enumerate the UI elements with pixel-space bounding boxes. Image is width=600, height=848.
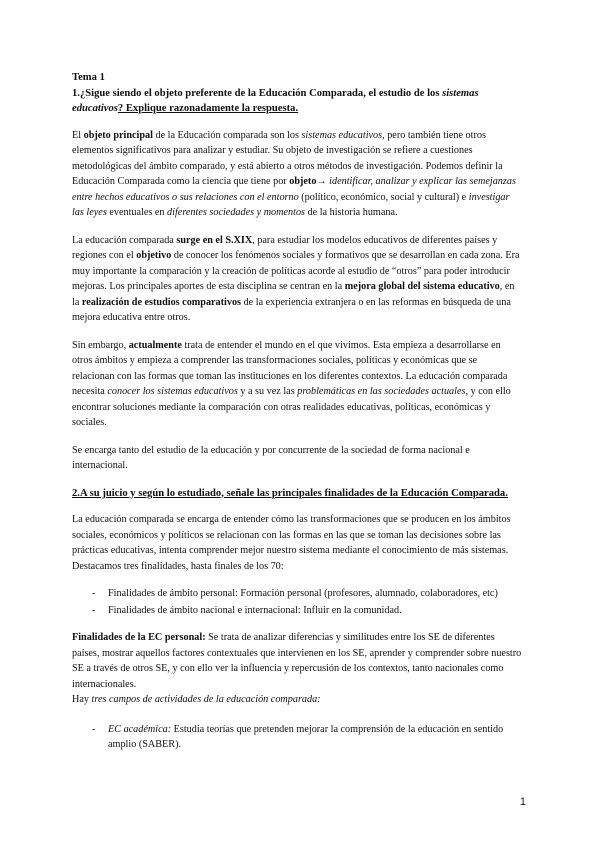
bullet-dash: - bbox=[92, 723, 96, 735]
finalities-list bbox=[72, 586, 522, 618]
bullet-dash: - bbox=[92, 588, 96, 599]
paragraph-6: Finalidades de la EC personal: Se trata de analizar diferencias y similitudes entre los SE de diferentes países, mostrar aquellos factores contextuales que intervienen en los SE, aprender y comprender sobre nuestro SE a través de otros SE, y con ello ver la influencia y repercusión de los contextos, tanto nacionales como internacionales. Hay tres campos de actividades de la educación comparada: bbox=[72, 632, 522, 705]
question-2: 2.A su juicio y según lo estudiado, señale las principales finalidades de la Educación Comparada. bbox=[72, 487, 508, 499]
activity-fields-list bbox=[72, 722, 522, 753]
question-1: 1.¿Sigue siendo el objeto preferente de la Educación Comparada, el estudio de los sistemas educativos? Explique razonadamente la respuesta. bbox=[72, 87, 479, 114]
topic-heading: Tema 1 bbox=[72, 72, 105, 83]
list-item: - EC académica: Estudia teorías que pretenden mejorar la comprensión de la educación en sentido amplio (SABER). bbox=[92, 723, 504, 750]
bullet-dash: - bbox=[92, 604, 96, 616]
paragraph-4: Se encarga tanto del estudio de la educación y por concurrente de la sociedad de forma nacional e internacional. bbox=[72, 444, 470, 471]
list-item: - Finalidades de ámbito personal: Formación personal (profesores, alumnado, colaboradores, etc) bbox=[72, 586, 522, 602]
paragraph-2: La educación comparada surge en el S.XIX, para estudiar los modelos educativos de diferentes países y regiones con el objetivo de conocer los fenómenos sociales y formativos que se desarrollan en cada zona. Era muy importante la comparación y la creación de políticas acorde al estudio de “otros” para poder introducir mejoras. Los principales aportes de esta disciplina se centran en la mejora global del sistema educativo, en la realización de estudios comparativos de la experiencia extranjera o en las reformas en búsqueda de una mejora educativa entre otros. bbox=[72, 234, 520, 323]
paragraph-1: El objeto principal de la Educación comparada son los sistemas educativos, pero también tiene otros elementos significativos para analizar y estudiar. Su objeto de investigación se refiere a cuestiones metodológicas del ámbito comparado, y está abierto a otros métodos de investigación. Podemos definir la Educación Comparada como la ciencia que tiene por objeto→ identificar, analizar y explicar las semejanzas entre hechos educativos o sus relaciones con el entorno (político, económico, social y cultural) e investigar las leyes eventuales en diferentes sociedades y momentos de la historia humana. bbox=[72, 129, 516, 218]
paragraph-5: La educación comparada se encarga de entender cómo las transformaciones que se producen en los ámbitos sociales, económicos y políticos se relacionan con las formas en las que se toman las decisiones sobre las prácticas educativas, intenta comprender mejor nuestro sistema mediante el conocimiento de más sistemas. Destacamos tres finalidades, hasta finales de los 70: bbox=[72, 514, 511, 572]
paragraph-3: Sin embargo, actualmente trata de entender el mundo en el que vivimos. Esta empieza a desarrollarse en otros ámbitos y empieza a comprender las transformaciones sociales, políticas y económicas que se relacionan con las formas que toman las instituciones en los diferentes contextos. La educación comparada necesita conocer los sistemas educativos y a su vez las problemáticas en las sociedades actuales, y con ello encontrar soluciones mediante la comparación con otras realidades educativas, políticas, económicas y sociales. bbox=[72, 339, 511, 428]
list-item: - Finalidades de ámbito nacional e internacional: Influir en la comunidad. bbox=[72, 603, 522, 619]
page-number: 1 bbox=[519, 796, 526, 808]
